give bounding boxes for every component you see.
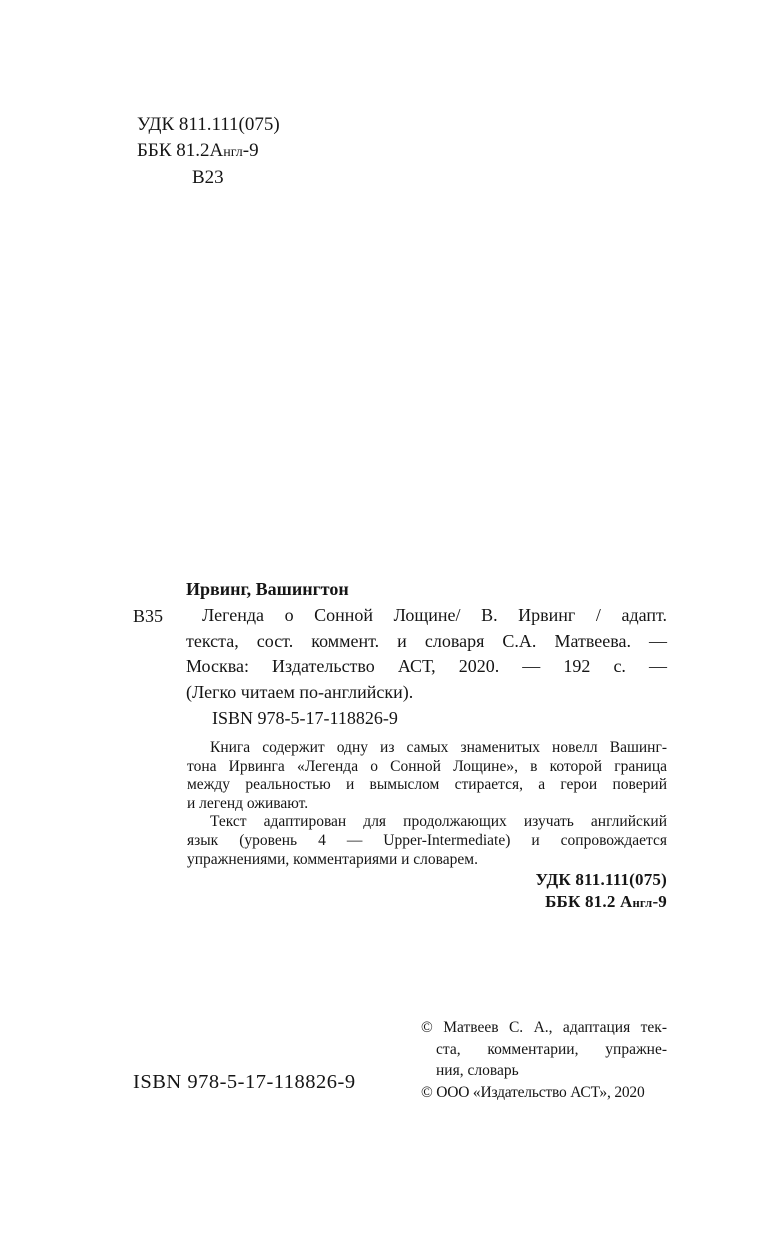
bbk-code-bottom: ББК 81.2 Англ-9 [545,891,667,911]
description-line: текста, сост. коммент. и словаря С.А. Матвеева. — [186,630,667,651]
udk-code-bottom: УДК 811.111(075) [535,870,667,889]
udk-code: УДК 811.111(075) [137,114,280,135]
annotation-line: тона Ирвинга «Легенда о Сонной Лощине», в которой граница [187,757,667,775]
annotation-line: Текст адаптирован для продолжающих изучать английский [210,813,667,831]
copyright-adapter-line: ния, словарь [436,1062,519,1079]
annotation [187,739,667,869]
top-catalog-codes [137,112,280,191]
footer-isbn: ISBN 978-5-17-118826-9 [133,1071,356,1093]
copyright-block [421,1017,667,1103]
copyright-adapter-line: © Матвеев С. А., адаптация тек- [421,1019,667,1036]
annotation-line: между реальностью и вымыслом стирается, а герои поверий [187,776,667,794]
annotation-line: и легенд оживают. [187,794,309,812]
bibliographic-card [186,577,667,732]
description-line: Легенда о Сонной Лощине/ В. Ирвинг / адапт. [202,604,667,625]
annotation-line: Книга содержит одну из самых знаменитых новелл Вашинг- [210,739,667,756]
author-heading: Ирвинг, Вашингтон [186,579,349,599]
description-line: Москва: Издательство АСТ, 2020. — 192 с. — [186,656,667,677]
bbk-code: ББК 81.2Англ-9 [137,140,259,161]
copyright-publisher: © ООО «Издательство АСТ», 2020 [421,1083,645,1101]
classification-codes [367,869,667,914]
description-line: (Легко читаем по-английски). [186,682,414,703]
annotation-line: язык (уровень 4 — Upper-Intermediate) и сопровождается [187,831,667,849]
entry-code: В35 [133,606,164,626]
copyright-adapter-line: ста, комментарии, упражне- [436,1040,667,1058]
card-isbn: ISBN 978-5-17-118826-9 [212,707,398,728]
author-sign-code: В23 [192,167,224,188]
annotation-line: упражнениями, комментариями и словарем. [187,850,478,868]
